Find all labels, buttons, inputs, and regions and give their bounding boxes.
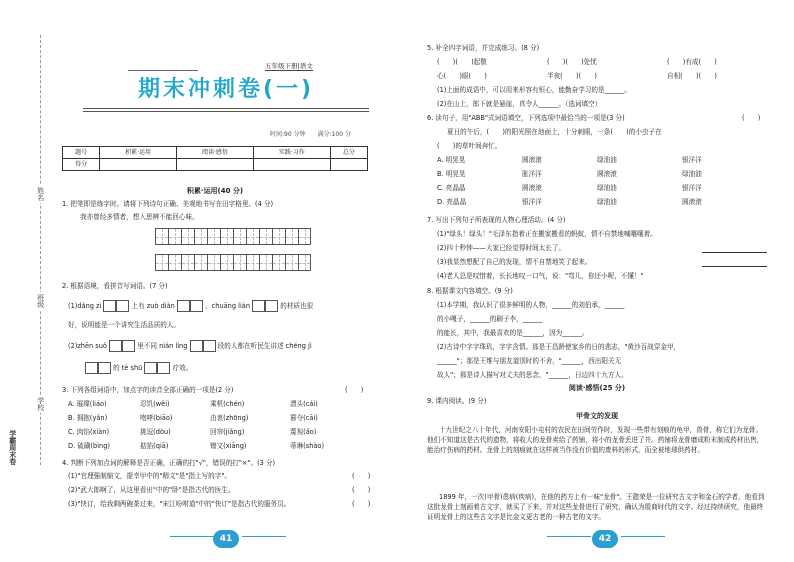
page-number-flourish <box>242 536 286 542</box>
option-cell: 绿油油 <box>682 170 702 178</box>
option-cell: 银洋洋 <box>682 156 702 164</box>
banner-bottom-line <box>83 108 369 112</box>
score-cell[interactable] <box>253 159 330 171</box>
option-cell: 银洋洋 <box>682 184 702 192</box>
option-cell: 胀洋洋 <box>522 170 542 178</box>
passage-paragraph: 十九世纪之八十年代，河南安阳小屯村的农民在田间劳作时，发现一些带有刻痕的龟甲，兽骨，称它们为龙骨。他们不知道这是古代的遗物，将收大的龙骨卖给了药铺，将小的龙骨丢进了井。药铺将龙骨磨成粉末制成药材出售，能治疗伤病的药材。龙骨上的刻痕就在这样被当作没有价值的废料的形式，而全被地球供药材。 <box>427 426 764 455</box>
option-cell: 由衷(zhōng) <box>210 414 249 422</box>
question-1-stem: 1. 把笔即是练字时。请将下列诗句正确、美观地书写在田字格里。(4 分) <box>62 200 274 208</box>
question-4-stem: 4. 判断下列加点词的解释是否正确，正确的打"√"，错误的打"×"。(3 分) <box>62 459 276 467</box>
pinyin-prompt: ，chuāng lián <box>205 302 251 310</box>
question-8-line: 的小嘎子，______的刷子李，______ <box>437 315 543 323</box>
question-2-line-3 <box>68 340 312 352</box>
question-4-item: (2)"武大郎啊了，从这里看出"中的"卧"是指古代的医生。 <box>68 486 235 494</box>
spine-name-label: 姓名 <box>36 187 45 201</box>
option-cell: 回帘(jiǎng) <box>210 428 245 436</box>
option-cell: 掂掐(qiā) <box>140 442 169 450</box>
pinyin-prompt: 段的人都在听民生讲述 chéng jì <box>217 342 312 350</box>
option-cell[interactable]: D. 亮晶晶 <box>437 198 467 206</box>
spine-class-label: 班级 <box>36 294 45 308</box>
answer-box[interactable] <box>98 362 111 374</box>
question-8-line: 的能长，其中，我最喜欢的是______，因为______。 <box>437 329 589 337</box>
question-2-line-2: 好，说明能是一个讲究生活品质的人。 <box>68 321 181 329</box>
idiom-blank[interactable]: ( )( )起敬 <box>437 58 487 66</box>
option-cell[interactable]: B. 明晃晃 <box>437 170 466 178</box>
option-cell[interactable]: A. 璀璨(liáo) <box>68 400 107 408</box>
score-header-cell: 阅读·感悟 <box>177 147 254 159</box>
option-cell: 篡夺(cāi) <box>290 414 318 422</box>
answer-box[interactable] <box>190 300 203 312</box>
right-page <box>397 0 794 562</box>
pinyin-prompt: 里不同 nián líng <box>137 342 188 350</box>
score-table-row <box>63 159 368 171</box>
question-7-item: (1)"绿头！绿头！"毛泽东指着正在搬家搬看的蚂蚁，情不自禁地喊嚷嚷着。 <box>437 230 657 238</box>
option-cell: 银洋洋 <box>522 198 542 206</box>
score-header-cell: 实践·习作 <box>253 147 330 159</box>
question-6-sentence: 夏日的午后，( )的阳光照在池面上，十分刺眼，一条( )的小虫子在 <box>447 128 662 136</box>
option-cell: 绿油油 <box>597 156 617 164</box>
score-cell[interactable] <box>330 159 367 171</box>
passage-title: 甲骨文的发现 <box>576 412 618 420</box>
question-2-line-4 <box>85 362 192 374</box>
score-header-cell: 总分 <box>330 147 367 159</box>
spine-school-label: 学校 <box>36 397 45 411</box>
answer-box[interactable] <box>265 300 278 312</box>
answer-box[interactable] <box>190 340 203 352</box>
option-cell: 漂头(cái) <box>290 400 318 408</box>
option-cell: 蒂琳(shào) <box>290 442 325 450</box>
answer-box[interactable] <box>252 300 265 312</box>
question-5-stem: 5. 补全四字词语，并完成练习。(8 分) <box>427 44 540 52</box>
page-title: 期末冲刺卷(一) <box>137 77 315 102</box>
pinyin-prompt: (2)zhēn suǒ <box>68 342 107 350</box>
question-7-stem: 7. 写出下列句子所表现的人物心理活动。(4 分) <box>427 216 566 224</box>
option-cell: 圆滚滚 <box>522 156 542 164</box>
idiom-blank[interactable]: ( )( )处忧 <box>547 58 597 66</box>
idiom-blank[interactable]: ( )有成( ) <box>667 58 717 66</box>
option-cell: 挑逗(dòu) <box>140 428 171 436</box>
score-header-cell: 积累·运用 <box>100 147 177 159</box>
question-2-stem: 2. 根据语境，看拼音写词语。(7 分) <box>62 282 168 290</box>
question-1-poem: 我亦曾经多情者，想入思辨不能回心味。 <box>80 213 199 221</box>
grade-tag: 五年级下册|语文 <box>265 62 313 70</box>
title-banner <box>83 70 369 116</box>
score-cell[interactable] <box>100 159 177 171</box>
question-2-line-1 <box>68 300 313 312</box>
writing-grid-row-2[interactable] <box>155 254 311 271</box>
answer-line[interactable] <box>702 266 767 267</box>
question-6-stem: 6. 读句子，用"ABB"式词语填空，下列选项中最恰当的一项是(3 分) <box>427 114 625 122</box>
idiom-blank[interactable]: 心( )眼( ) <box>437 72 487 80</box>
question-6-sentence: ( )的草叶间奔忙。 <box>437 142 502 150</box>
score-row-label: 得分 <box>63 159 100 171</box>
option-cell: 圆滚滚 <box>522 184 542 192</box>
pinyin-prompt: (1)dǎng zi <box>68 302 102 310</box>
writing-grid-row-1[interactable] <box>155 228 311 245</box>
option-cell[interactable]: D. 硫磺(bìng) <box>68 442 110 450</box>
question-7-item: (3)我显然想配了自己的发现，情不自禁地笑了起来。 <box>437 258 592 266</box>
option-cell: 咆哮(biāo) <box>140 414 173 422</box>
question-4-item: (1)"官理强制缩文，提幸甲中的"精文"是"指上写的字"。 <box>68 472 231 480</box>
spine-brand-label: 学霸周末卷 <box>8 430 17 465</box>
passage-paragraph: 1899 年，一次(甲骨)患病(疾病)，在他的药方上有一味"龙骨"。王懿荣是一位研究古文字和金石的学者，他看到这批龙骨上刻画着古文字，就买了下来，并对这些龙骨进行了研究，确认为殷商时代的文字。经过持续研究，他最终证明龙骨上的这些古文字是比金文更古老的一种古老的文字。 <box>427 493 765 522</box>
answer-box[interactable] <box>103 300 116 312</box>
page-number: 41 <box>213 530 239 548</box>
question-5-sub: (1)上面的成语中，可以用来形容有恒心，能勤奋学习的是______。 <box>437 86 631 94</box>
question-3-stem: 3. 下列各组词语中，加点字的读音全部正确的一项是(2 分) <box>62 386 234 394</box>
sentence-text: 的材质也很 <box>280 302 314 310</box>
answer-box[interactable] <box>157 362 170 374</box>
answer-box[interactable] <box>177 300 190 312</box>
banner-top-line <box>128 70 198 71</box>
option-cell: 圆滚滚 <box>682 198 702 206</box>
option-cell: 绿油油 <box>597 184 617 192</box>
sentence-text: 疗效。 <box>172 364 193 372</box>
answer-paren[interactable]: ( ) <box>352 472 371 480</box>
option-cell: 绿油油 <box>597 198 617 206</box>
question-8-line: (2)古诗中字字珠玑，字字含情。那是王昌龄使家乡的日的悲志，"黄沙百战穿金甲， <box>437 343 681 351</box>
answer-paren[interactable]: ( ) <box>345 386 364 394</box>
page-number-flourish <box>170 536 214 542</box>
answer-box[interactable] <box>85 362 98 374</box>
answer-paren[interactable]: ( ) <box>742 114 761 122</box>
question-8-line: 故人"；那是诗人描写对丈夫的思念，"______，日边四十九方人。 <box>437 371 628 379</box>
question-7-item: (4)老人总是叹惜着，长长地叹一口气，说："弯儿，你还小呢，不懂！" <box>437 272 644 280</box>
answer-box[interactable] <box>122 340 135 352</box>
answer-line[interactable] <box>702 252 767 253</box>
question-8-line: ______"；那是王维与朋友道别时的不舍，"______，西出阳关无 <box>437 357 622 365</box>
score-table <box>62 146 368 171</box>
page-number-flourish <box>547 536 591 542</box>
exam-meta: 时间:90 分钟 满分:100 分 <box>270 131 351 138</box>
pinyin-prompt: 的 tè shū <box>113 364 143 372</box>
page-number-flourish <box>621 536 665 542</box>
page-number: 42 <box>592 530 618 548</box>
score-header-cell: 题号 <box>63 147 100 159</box>
option-cell[interactable]: C. 亮晶晶 <box>437 184 466 192</box>
question-4-item: (3)"快订，给我剩两碗茶过来，"宋江吩咐道"中的"快订"是指古代的服务员。 <box>68 500 291 508</box>
pinyin-prompt: 上有 zuò diàn <box>131 302 175 310</box>
question-5-sub: (2)在山上，郎下就是悬崖，真令人______。（选词填空） <box>437 100 602 108</box>
answer-box[interactable] <box>116 300 129 312</box>
option-cell[interactable]: B. 拥抱(yǎn) <box>68 414 108 422</box>
idiom-blank[interactable]: 自相( )( ) <box>667 72 717 80</box>
question-8-stem: 8. 根据课文内容填空。(9 分) <box>427 287 513 295</box>
question-9-stem: 9. 课内阅读。(9 分) <box>427 397 487 405</box>
score-table-header <box>63 147 368 159</box>
section-heading: 阅读·感悟(25 分) <box>568 384 626 392</box>
option-cell: 忍饥(wěi) <box>140 400 170 408</box>
question-7-item: (2)四十秒钟——大家已经觉得时间太长了。 <box>437 244 566 252</box>
question-8-line: (1)本学期，我认识了很多鲜明的人物，______的刘伯承，______ <box>437 301 625 309</box>
option-cell: 圆滚滚 <box>597 170 617 178</box>
answer-paren[interactable]: ( ) <box>352 500 371 508</box>
score-cell[interactable] <box>177 159 254 171</box>
idiom-blank[interactable]: 半夜( )( ) <box>547 72 597 80</box>
option-cell[interactable]: A. 明晃晃 <box>437 156 466 164</box>
answer-box[interactable] <box>144 362 157 374</box>
answer-box[interactable] <box>109 340 122 352</box>
answer-box[interactable] <box>203 340 216 352</box>
option-cell: 蔑视(ǎo) <box>290 428 317 436</box>
option-cell: 乘机(chén) <box>210 400 245 408</box>
answer-paren[interactable]: ( ) <box>352 486 371 494</box>
section-heading: 积累·运用(40 分) <box>186 187 244 195</box>
binding-spine <box>0 0 52 562</box>
option-cell[interactable]: C. 肉馅(xiàn) <box>68 428 110 436</box>
option-cell: 镣文(xiāng) <box>210 442 247 450</box>
